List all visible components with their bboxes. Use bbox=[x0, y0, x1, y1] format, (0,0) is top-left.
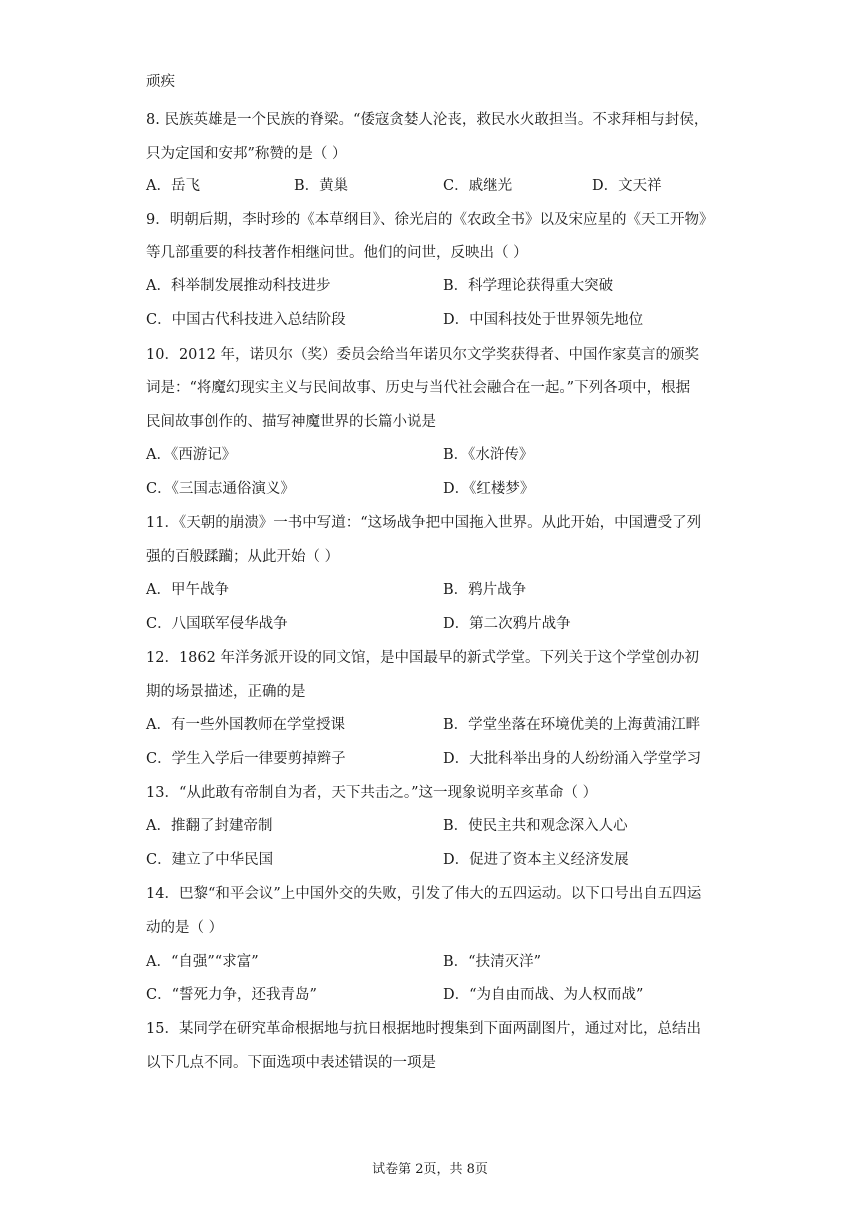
question-11-line-2: 强的百般蹂躏；从此开始（ ） bbox=[146, 549, 340, 565]
question-13-option-a: A．推翻了封建帝制 bbox=[146, 818, 273, 834]
question-8-option-d: D．文天祥 bbox=[592, 178, 662, 194]
question-13-option-b: B．使民主共和观念深入人心 bbox=[443, 818, 628, 834]
question-11-option-c: C．八国联军侵华战争 bbox=[146, 616, 288, 632]
question-8-option-b: B．黄巢 bbox=[294, 178, 349, 194]
question-8-option-a: A．岳飞 bbox=[146, 178, 200, 194]
continuation-text: 顽疾 bbox=[146, 74, 175, 90]
question-12-option-b: B．学堂坐落在环境优美的上海黄浦江畔 bbox=[443, 717, 701, 733]
question-13-option-c: C．建立了中华民国 bbox=[146, 852, 274, 868]
question-13-option-d: D．促进了资本主义经济发展 bbox=[443, 852, 629, 868]
question-8-option-c: C．戚继光 bbox=[443, 178, 513, 194]
question-15-line-1: 15．某同学在研究革命根据地与抗日根据地时搜集到下面两副图片，通过对比，总结出 bbox=[146, 1021, 701, 1037]
question-14-option-d: D．“为自由而战、为人权而战” bbox=[443, 987, 644, 1003]
question-10-line-3: 民间故事创作的、描写神魔世界的长篇小说是 bbox=[146, 414, 436, 430]
question-9-line-1: 9．明朝后期，李时珍的《本草纲目》、徐光启的《农政全书》以及宋应星的《天工开物》 bbox=[146, 212, 714, 228]
question-14-line-1: 14．巴黎“和平会议”上中国外交的失败，引发了伟大的五四运动。以下口号出自五四运 bbox=[146, 886, 702, 902]
question-12-option-a: A．有一些外国教师在学堂授课 bbox=[146, 717, 345, 733]
question-11-line-1: 11．《天朝的崩溃》一书中写道：“这场战争把中国拖入世界。从此开始，中国遭受了列 bbox=[146, 515, 702, 531]
question-14-option-a: A．“自强”“求富” bbox=[146, 954, 259, 970]
page-footer: 试卷第 2页，共 8页 bbox=[372, 1162, 488, 1177]
question-14-option-b: B．“扶清灭洋” bbox=[443, 954, 541, 970]
question-14-option-c: C．“誓死力争，还我青岛” bbox=[146, 987, 317, 1003]
question-14-line-2: 动的是（ ） bbox=[146, 920, 224, 936]
question-12-line-1: 12．1862 年洋务派开设的同文馆，是中国最早的新式学堂。下列关于这个学堂创办初 bbox=[146, 650, 699, 666]
question-8-line-1: 8. 民族英雄是一个民族的脊梁。“倭寇贪婪人沦丧，救民水火敢担当。不求拜相与封侯， bbox=[146, 112, 709, 128]
question-10-option-c: C．《三国志通俗演义》 bbox=[146, 481, 295, 497]
question-11-option-b: B．鸦片战争 bbox=[443, 582, 527, 598]
question-9-line-2: 等几部重要的科技著作相继问世。他们的问世，反映出（ ） bbox=[146, 245, 528, 261]
question-8-line-2: 只为定国和安邦”称赞的是（ ） bbox=[146, 146, 347, 162]
question-9-option-b: B．科学理论获得重大突破 bbox=[443, 278, 614, 294]
question-10-line-1: 10．2012 年，诺贝尔（奖）委员会给当年诺贝尔文学奖获得者、中国作家莫言的颁奖 bbox=[146, 347, 699, 363]
question-12-line-2: 期的场景描述，正确的是 bbox=[146, 684, 306, 700]
question-12-option-c: C．学生入学后一律要剪掉辫子 bbox=[146, 751, 346, 767]
question-9-option-d: D．中国科技处于世界领先地位 bbox=[443, 312, 644, 328]
question-10-line-2: 词是：“将魔幻现实主义与民间故事、历史与当代社会融合在一起。”下列各项中，根据 bbox=[146, 380, 691, 396]
question-11-option-d: D．第二次鸦片战争 bbox=[443, 616, 571, 632]
question-9-option-c: C．中国古代科技进入总结阶段 bbox=[146, 312, 346, 328]
question-11-option-a: A．甲午战争 bbox=[146, 582, 229, 598]
question-15-line-2: 以下几点不同。下面选项中表述错误的一项是 bbox=[146, 1055, 436, 1071]
question-9-option-a: A．科举制发展推动科技进步 bbox=[146, 278, 331, 294]
question-10-option-a: A．《西游记》 bbox=[146, 447, 237, 463]
question-12-option-d: D．大批科举出身的人纷纷涌入学堂学习 bbox=[443, 751, 702, 767]
question-10-option-d: D．《红楼梦》 bbox=[443, 481, 535, 497]
question-10-option-b: B．《水浒传》 bbox=[443, 447, 534, 463]
question-13-line-1: 13．“从此敢有帝制自为者，天下共击之。”这一现象说明辛亥革命（ ） bbox=[146, 785, 598, 801]
